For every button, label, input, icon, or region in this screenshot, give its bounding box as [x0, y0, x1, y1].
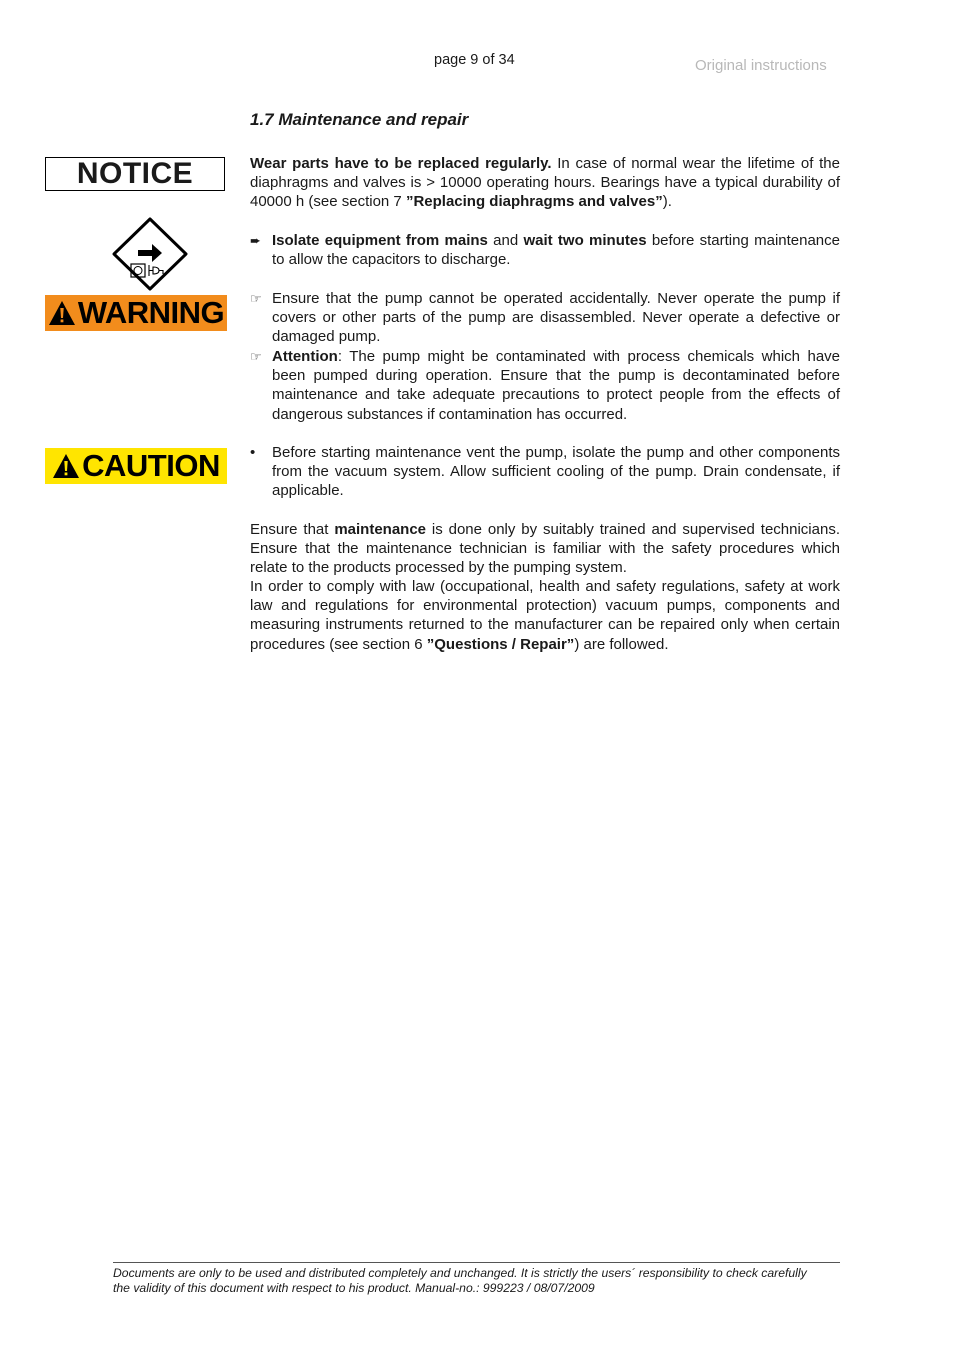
- pointing-hand-icon: ☞: [250, 291, 262, 306]
- compliance-paragraph: [250, 577, 840, 654]
- bullet-dot: •: [250, 444, 256, 461]
- contamination-text: [272, 347, 840, 424]
- isolate-bold-1: Isolate equipment from mains: [272, 232, 488, 249]
- wear-parts-ref: ”Replacing diaphragms and valves”: [405, 193, 663, 211]
- accidental-operation-note: [250, 289, 840, 347]
- attention-text: : The pump might be contaminated with process chemicals which have been pumped during operation. Ensure that the pump is decontaminated before maintenance and take adequate precautions to protect people from the effects of dangerous substances if contamination has occurred.: [272, 348, 840, 423]
- isolate-rest: before starting maintenance to allow the capacitors to discharge.: [272, 232, 840, 269]
- vent-pump-text: Before starting maintenance vent the pump, isolate the pump and other components from the vacuum system. Allow sufficient cooling of the pump. Drain condensate, if applicable.: [272, 444, 840, 500]
- isolate-instruction: [250, 231, 840, 269]
- footer-disclaimer: [113, 1266, 848, 1296]
- maintenance-personnel-paragraph: [250, 520, 840, 578]
- personnel-bold: maintenance: [334, 521, 427, 538]
- isolate-bold-2: wait two minutes: [523, 232, 647, 249]
- contamination-note: [250, 347, 840, 424]
- warning-label: WARNING: [77, 295, 225, 330]
- attention-label: Attention: [272, 348, 338, 365]
- footer-line-1: Documents are only to be used and distributed completely and unchanged. It is strictly the users´ responsibility to check carefully: [113, 1266, 807, 1280]
- pointing-hand-icon: ☞: [250, 349, 262, 364]
- isolate-text: [272, 231, 840, 269]
- compliance-text-1: In order to comply with law (occupational, health and safety regulations, safety at work law and regulations for environmental protection) vacuum pumps, components and measuring instruments returned to the manufacturer can be repaired only when certain procedures (see section 6: [250, 578, 840, 653]
- wear-parts-bold: Wear parts have to be replaced regularly.: [250, 155, 552, 172]
- personnel-text-1: Ensure that: [250, 521, 335, 538]
- compliance-bold: ”Questions / Repair”: [426, 635, 575, 653]
- caution-label: CAUTION: [82, 448, 220, 483]
- footer-line-2: the validity of this document with respect to his product. Manual-no.: 999223 / 08/07/2009: [113, 1281, 595, 1295]
- page-number: page 9 of 34: [434, 52, 515, 68]
- notice-sign: [45, 157, 225, 191]
- notice-label: NOTICE: [76, 157, 194, 190]
- compliance-text-2: ) are followed.: [574, 635, 669, 653]
- isolate-mid: and: [487, 232, 524, 249]
- personnel-text-2: is done only by suitably trained and supervised technicians. Ensure that the maintenance technician is familiar with the safety procedures which relate to the products processed by the pumping system.: [250, 521, 840, 577]
- accidental-operation-text: Ensure that the pump cannot be operated accidentally. Never operate the pump if covers or other parts of the pump are disassembled. Never operate a defective or damaged pump.: [272, 290, 840, 346]
- warning-triangle-icon: [48, 300, 76, 326]
- caution-sign: [45, 448, 227, 484]
- header-document-type: Original instructions: [695, 57, 827, 74]
- wear-parts-text: In case of normal wear the lifetime of the diaphragms and valves is > 10000 operating hours. Bearings have a typical durability of 40000 h (see section 7: [250, 155, 840, 211]
- vent-pump-bullet: [250, 443, 840, 501]
- lockout-sign-icon: [112, 217, 188, 291]
- footer-divider: [113, 1262, 840, 1263]
- warning-sign: [45, 295, 227, 331]
- wear-parts-paragraph: [250, 154, 840, 212]
- arrow-bullet-icon: ➨: [250, 233, 261, 248]
- section-title: 1.7 Maintenance and repair: [250, 110, 469, 129]
- caution-triangle-icon: [52, 453, 80, 479]
- wear-parts-end: ).: [662, 193, 672, 211]
